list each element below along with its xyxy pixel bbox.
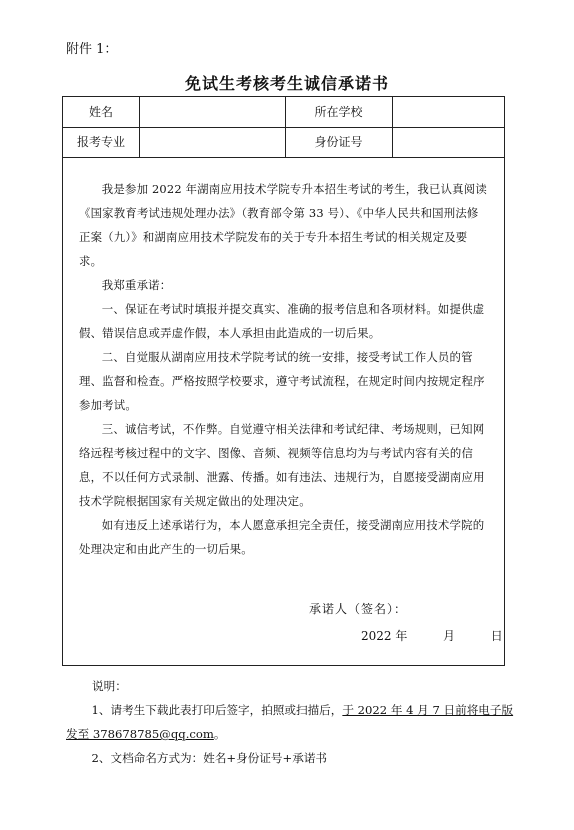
name-label: 姓名 <box>88 105 113 119</box>
closing-paragraph: 如有违反上述承诺行为，本人愿意承担完全责任，接受湖南应用技术学院的处理决定和由此产生的一切后果。 <box>79 518 485 556</box>
instructions-heading: 说明： <box>92 679 127 693</box>
pledge-heading: 我郑重承诺： <box>101 278 172 292</box>
document-title: 免试生考核考生诚信承诺书 <box>184 74 389 93</box>
major-field[interactable] <box>140 127 285 157</box>
date-day: 日 <box>490 629 503 643</box>
school-field[interactable] <box>393 97 504 127</box>
id-number-field[interactable] <box>393 127 504 157</box>
pledge-item-1: 一、保证在考试时填报并提交真实、准确的报考信息和各项材料。如提供虚假、错误信息或弄虚作假，本人承担由此造成的一切后果。 <box>79 302 485 340</box>
pledge-item-2: 二、自觉服从湖南应用技术学院考试的统一安排，接受考试工作人员的管理、监督和检查。严格按照学校要求，遵守考试流程，在规定时间内按规定程序参加考试。 <box>79 350 485 412</box>
date-month: 月 <box>443 629 456 643</box>
major-label: 报考专业 <box>76 135 125 149</box>
row-divider <box>63 157 504 158</box>
signature-label: 承诺人（签名）： <box>309 602 408 616</box>
instruction-item-1 <box>66 698 516 746</box>
date-line <box>361 627 503 644</box>
school-label: 所在学校 <box>314 105 363 119</box>
name-field[interactable] <box>140 97 285 127</box>
commitment-form <box>62 96 505 666</box>
commitment-text <box>79 177 488 561</box>
date-year: 2022 年 <box>361 629 408 643</box>
instruction-item-2: 2、文档命名方式为：姓名+身份证号+承诺书 <box>91 751 328 765</box>
submission-deadline-email: 于 2022 年 4 月 7 日前将电子版发至 378678785@qq.com <box>66 703 514 741</box>
pledge-item-3: 三、诚信考试，不作弊。自觉遵守相关法律和考试纪律、考场规则，已知网络远程考核过程中的文字、图像、音频、视频等信息均为与考试内容有关的信息，不以任何方式录制、泄露、传播。如有违法、违规行为，自愿接受湖南应用技术学院根据国家有关规定做出的处理决定。 <box>79 422 485 508</box>
instruction-1-text: 1、请考生下载此表打印后签字，拍照或扫描后， <box>91 703 343 717</box>
attachment-label: 附件 1： <box>66 42 118 57</box>
instruction-1-end: 。 <box>213 727 226 741</box>
id-number-label: 身份证号 <box>314 135 363 149</box>
instructions <box>66 674 516 770</box>
intro-paragraph: 我是参加 2022 年湖南应用技术学院专升本招生考试的考生，我已认真阅读《国家教育考试违规处理办法》（教育部令第 33 号）、《中华人民共和国刑法修正案（九）》和湖南应用技术学院发布的关于专升本招生考试的相关规定及要求。 <box>79 182 487 268</box>
